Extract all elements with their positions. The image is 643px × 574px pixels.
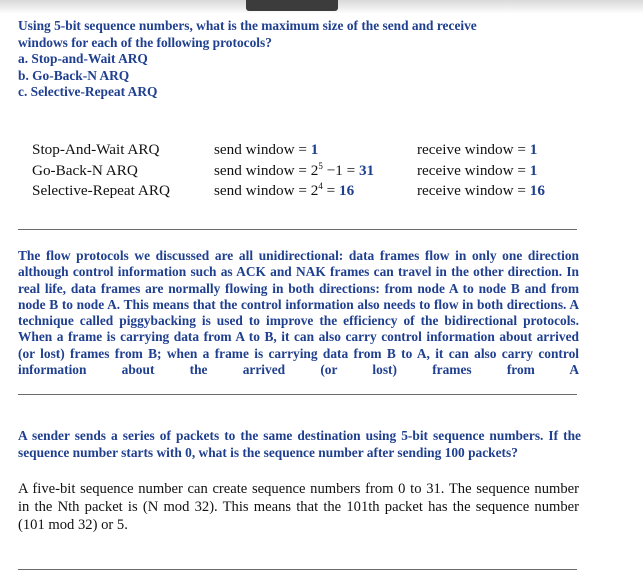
- send-window-label: send window =: [214, 141, 311, 158]
- receive-window: [417, 141, 537, 159]
- receive-window-label: receive window =: [417, 182, 530, 199]
- protocol-name: Selective-Repeat ARQ: [32, 182, 170, 199]
- divider: [18, 229, 577, 230]
- question-1-prompt-line-2: windows for each of the following protocols?: [18, 34, 272, 50]
- question-1-option-c: c. Selective-Repeat ARQ: [18, 84, 158, 99]
- send-window-label: send window = 2: [214, 182, 319, 199]
- table-row-selective-repeat: [32, 182, 592, 203]
- question-1-prompt-line-1: Using 5-bit sequence numbers, what is the maximum size of the send and receive: [18, 18, 477, 33]
- window-size-table: [32, 141, 592, 203]
- send-window: [214, 141, 318, 159]
- table-row-stop-and-wait: [32, 141, 592, 162]
- receive-window: [417, 162, 537, 180]
- receive-window: [417, 182, 545, 200]
- send-window: [214, 162, 374, 180]
- top-tab: [246, 0, 338, 11]
- send-window: [214, 182, 354, 200]
- divider: [18, 569, 577, 570]
- send-window-label: send window = 2: [214, 161, 319, 179]
- piggybacking-explanation: The flow protocols we discussed are all unidirectional: data frames flow in only one direction although control information such as ACK and NAK frames can travel in the other direction. In real life, data frames are normally flowing in both directions: from node A to node B and from node B to node A. This means that the control information also needs to flow in both directions. A technique called piggybacking is used to improve the efficiency of the bidirectional protocols. When a frame is carrying data from A to B, it can also carry control information about arrived (or lost) frames from B; when a frame is carrying data from B to A, it can also carry control information about the arrived (or lost) frames from A: [18, 248, 579, 378]
- question-1-option-b: b. Go-Back-N ARQ: [18, 67, 130, 83]
- protocol-name: Stop-And-Wait ARQ: [32, 141, 160, 158]
- send-window-exponent: 4: [318, 181, 323, 191]
- question-1-option-a: a. Stop-and-Wait ARQ: [18, 51, 148, 66]
- send-window-expression: −1 =: [322, 161, 359, 179]
- send-window-exponent: 5: [318, 160, 323, 171]
- receive-window-value: 1: [529, 141, 538, 158]
- send-window-value: 16: [339, 182, 355, 199]
- send-window-value: 31: [358, 161, 375, 179]
- send-window-value: 1: [310, 141, 319, 158]
- receive-window-value: 1: [529, 161, 538, 179]
- question-1: [18, 18, 578, 101]
- protocol-name: Go-Back-N ARQ: [32, 161, 138, 179]
- receive-window-value: 16: [529, 182, 545, 199]
- receive-window-label: receive window =: [417, 161, 530, 179]
- question-2: A sender sends a series of packets to the same destination using 5-bit sequence numbers. If the sequence number starts with 0, what is the sequence number after sending 100 packets?: [18, 428, 581, 460]
- answer-2: A five-bit sequence number can create sequence numbers from 0 to 31. The sequence number in the Nth packet is (N mod 32). This means that the 101th packet has the sequence number (101 mod 32) or 5.: [18, 481, 579, 534]
- send-window-expression: =: [322, 182, 339, 199]
- divider: [18, 394, 577, 395]
- table-row-go-back-n: [32, 162, 592, 183]
- receive-window-label: receive window =: [417, 141, 530, 158]
